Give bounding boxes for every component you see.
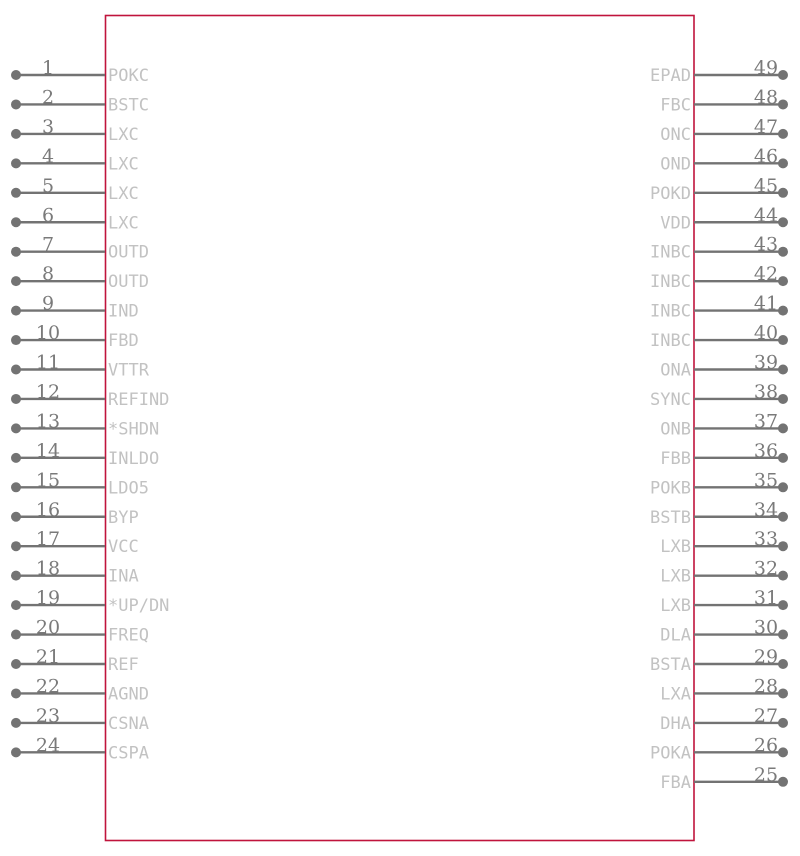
pin-label: ONB — [660, 419, 691, 440]
pin-23 — [11, 705, 149, 734]
pin-14 — [11, 440, 159, 469]
pin-terminal-dot — [11, 482, 21, 492]
pin-label: LXB — [660, 596, 691, 617]
pin-number: 34 — [753, 498, 779, 521]
pin-label: DLA — [660, 625, 691, 646]
pin-terminal-dot — [778, 512, 788, 522]
pin-number: 35 — [753, 469, 779, 492]
pin-25 — [660, 764, 788, 793]
pin-label: BSTC — [108, 95, 149, 116]
pin-label: CSNA — [108, 713, 149, 734]
pin-label: LXC — [108, 183, 139, 204]
pin-number: 28 — [753, 675, 779, 698]
pin-label: OUTD — [108, 242, 149, 263]
pin-terminal-dot — [11, 541, 21, 551]
pin-label: POKC — [108, 66, 149, 86]
pin-number: 5 — [41, 174, 55, 197]
pin-number: 42 — [753, 263, 779, 286]
pin-label: INBC — [650, 242, 691, 263]
pin-number: 47 — [753, 115, 779, 138]
pin-number: 46 — [753, 145, 779, 168]
pin-number: 6 — [41, 204, 55, 227]
pin-terminal-dot — [778, 777, 788, 787]
pin-label: OUTD — [108, 272, 149, 293]
pin-number: 36 — [753, 439, 779, 462]
pin-terminal-dot — [778, 394, 788, 404]
pin-terminal-dot — [778, 571, 788, 581]
pin-label: LXB — [660, 566, 691, 587]
pin-number: 32 — [753, 557, 779, 580]
pin-label: VCC — [108, 537, 139, 558]
pin-number: 23 — [35, 704, 61, 727]
pin-label: BYP — [108, 507, 139, 528]
pin-label: INA — [108, 566, 139, 587]
pin-41 — [650, 293, 788, 322]
pin-terminal-dot — [11, 688, 21, 698]
pin-44 — [660, 204, 788, 233]
pin-label: BSTA — [650, 655, 691, 675]
pin-terminal-dot — [778, 423, 788, 433]
pin-4 — [11, 145, 139, 174]
pin-42 — [650, 263, 788, 292]
pin-number: 40 — [753, 322, 779, 345]
pin-28 — [660, 675, 788, 704]
pin-10 — [11, 322, 139, 351]
pin-terminal-dot — [778, 718, 788, 728]
pin-36 — [660, 440, 788, 469]
pin-16 — [11, 499, 139, 528]
pin-number: 10 — [35, 322, 61, 345]
pin-label: EPAD — [650, 66, 691, 86]
pin-number: 15 — [35, 469, 61, 492]
pin-terminal-dot — [11, 512, 21, 522]
pin-terminal-dot — [11, 600, 21, 610]
pin-number: 14 — [35, 439, 61, 462]
pin-number: 12 — [35, 380, 61, 403]
pin-label: OND — [660, 154, 691, 175]
pin-number: 1 — [41, 57, 55, 79]
pin-number: 31 — [753, 587, 779, 610]
pin-label: VDD — [660, 213, 691, 234]
pin-terminal-dot — [11, 188, 21, 198]
pin-number: 26 — [753, 734, 779, 757]
pin-terminal-dot — [778, 129, 788, 139]
pin-number: 49 — [753, 57, 779, 79]
pin-label: ONA — [660, 360, 691, 381]
pin-label: POKD — [650, 183, 691, 204]
pin-terminal-dot — [11, 158, 21, 168]
pin-46 — [660, 145, 788, 174]
pin-number: 48 — [753, 86, 779, 109]
pin-terminal-dot — [11, 453, 21, 463]
pin-27 — [660, 705, 788, 734]
pin-label: FBC — [660, 95, 691, 116]
pin-21 — [11, 646, 139, 675]
pin-33 — [660, 528, 788, 557]
pin-number: 18 — [35, 557, 61, 580]
pin-number: 17 — [35, 528, 61, 551]
pin-label: FBB — [660, 448, 691, 469]
pin-8 — [11, 263, 149, 292]
left-pin-group — [11, 57, 169, 763]
pin-19 — [11, 587, 169, 616]
pin-terminal-dot — [778, 158, 788, 168]
pin-terminal-dot — [778, 217, 788, 227]
pin-12 — [11, 381, 169, 410]
pin-label: REF — [108, 655, 139, 675]
pin-label: INBC — [650, 272, 691, 293]
pin-number: 44 — [753, 204, 779, 227]
pin-2 — [11, 86, 149, 115]
pin-label: FREQ — [108, 625, 149, 646]
pin-terminal-dot — [11, 659, 21, 669]
pin-1 — [11, 57, 149, 86]
pin-number: 11 — [35, 351, 61, 374]
pin-terminal-dot — [11, 276, 21, 286]
pin-label: REFIND — [108, 389, 170, 410]
pin-terminal-dot — [778, 630, 788, 640]
pin-18 — [11, 558, 139, 587]
pin-terminal-dot — [11, 247, 21, 257]
pin-terminal-dot — [778, 247, 788, 257]
pin-label: POKB — [650, 478, 691, 499]
pin-number: 27 — [753, 704, 779, 727]
pin-number: 7 — [41, 233, 55, 256]
pin-label: INBC — [650, 301, 691, 322]
pin-number: 16 — [35, 498, 61, 521]
pin-terminal-dot — [778, 70, 788, 80]
pin-number: 25 — [753, 763, 779, 786]
pin-terminal-dot — [11, 70, 21, 80]
pin-label: ONC — [660, 124, 691, 145]
pin-terminal-dot — [778, 306, 788, 316]
pin-label: DHA — [660, 713, 691, 734]
pin-terminal-dot — [11, 718, 21, 728]
pin-number: 45 — [753, 174, 779, 197]
pin-label: FBA — [660, 772, 691, 793]
pin-terminal-dot — [11, 423, 21, 433]
pin-terminal-dot — [11, 306, 21, 316]
pin-22 — [11, 675, 149, 704]
pin-29 — [650, 646, 788, 675]
pin-label: LXA — [660, 684, 691, 705]
pin-47 — [660, 116, 788, 145]
pin-9 — [11, 293, 139, 322]
pin-26 — [650, 734, 788, 763]
pin-11 — [11, 352, 150, 381]
pin-terminal-dot — [778, 188, 788, 198]
pin-terminal-dot — [11, 99, 21, 109]
pin-49 — [650, 57, 788, 86]
pin-number: 9 — [41, 292, 55, 315]
pin-terminal-dot — [778, 541, 788, 551]
pin-terminal-dot — [778, 276, 788, 286]
pin-34 — [650, 499, 788, 528]
pin-terminal-dot — [778, 600, 788, 610]
pin-32 — [660, 558, 788, 587]
pin-number: 8 — [41, 263, 55, 286]
pin-5 — [11, 175, 139, 204]
pin-number: 30 — [753, 616, 779, 639]
pin-terminal-dot — [778, 659, 788, 669]
pin-number: 19 — [35, 587, 61, 610]
pin-terminal-dot — [11, 571, 21, 581]
pin-terminal-dot — [11, 394, 21, 404]
pin-terminal-dot — [11, 335, 21, 345]
pin-label: INBC — [650, 331, 691, 352]
pin-3 — [11, 116, 139, 145]
pin-label: INLDO — [108, 448, 160, 469]
pin-35 — [650, 469, 788, 498]
pin-45 — [650, 175, 788, 204]
pin-terminal-dot — [778, 482, 788, 492]
pin-terminal-dot — [11, 630, 21, 640]
pin-17 — [11, 528, 139, 557]
pin-label: FBD — [108, 331, 139, 352]
pin-number: 38 — [753, 380, 779, 403]
pin-48 — [660, 86, 788, 115]
pin-terminal-dot — [778, 688, 788, 698]
pin-label: SYNC — [650, 389, 691, 410]
pin-number: 43 — [753, 233, 779, 256]
pin-number: 3 — [41, 115, 55, 138]
pin-terminal-dot — [778, 335, 788, 345]
pin-31 — [660, 587, 788, 616]
pin-terminal-dot — [778, 365, 788, 375]
pin-terminal-dot — [778, 99, 788, 109]
pin-label: LXC — [108, 213, 139, 234]
pin-terminal-dot — [778, 747, 788, 757]
pin-number: 41 — [753, 292, 779, 315]
pin-label: LXB — [660, 537, 691, 558]
pin-label: CSPA — [108, 743, 149, 764]
pin-15 — [11, 469, 149, 498]
pin-label: VTTR — [108, 360, 149, 381]
pin-label: BSTB — [650, 507, 691, 528]
pin-terminal-dot — [11, 129, 21, 139]
pin-terminal-dot — [778, 453, 788, 463]
pin-terminal-dot — [11, 365, 21, 375]
pin-number: 37 — [753, 410, 779, 433]
pin-24 — [11, 734, 149, 763]
pin-number: 4 — [41, 145, 55, 168]
pin-40 — [650, 322, 788, 351]
component-body — [106, 16, 695, 841]
pin-number: 20 — [35, 616, 61, 639]
pin-label: AGND — [108, 684, 149, 705]
pin-label: IND — [108, 301, 139, 322]
pin-label: POKA — [650, 743, 691, 764]
pin-label: LXC — [108, 154, 139, 175]
pin-terminal-dot — [11, 747, 21, 757]
pin-terminal-dot — [11, 217, 21, 227]
pin-label: LDO5 — [108, 478, 149, 499]
pin-30 — [660, 617, 788, 646]
pin-number: 39 — [753, 351, 779, 374]
pin-number: 24 — [35, 734, 61, 757]
pin-7 — [11, 234, 149, 263]
pin-number: 13 — [35, 410, 61, 433]
pin-number: 2 — [41, 86, 55, 109]
pin-13 — [11, 410, 159, 439]
pin-number: 29 — [753, 646, 779, 668]
pin-number: 33 — [753, 528, 779, 551]
pin-6 — [11, 204, 139, 233]
pin-label: *UP/DN — [108, 596, 170, 617]
pin-39 — [660, 352, 788, 381]
right-pin-group — [650, 57, 788, 793]
pin-20 — [11, 617, 149, 646]
pin-label: *SHDN — [108, 419, 160, 440]
pin-number: 21 — [35, 646, 61, 668]
pin-37 — [660, 410, 788, 439]
pin-label: LXC — [108, 124, 139, 145]
pin-38 — [650, 381, 788, 410]
pin-43 — [650, 234, 788, 263]
pin-number: 22 — [35, 675, 61, 698]
